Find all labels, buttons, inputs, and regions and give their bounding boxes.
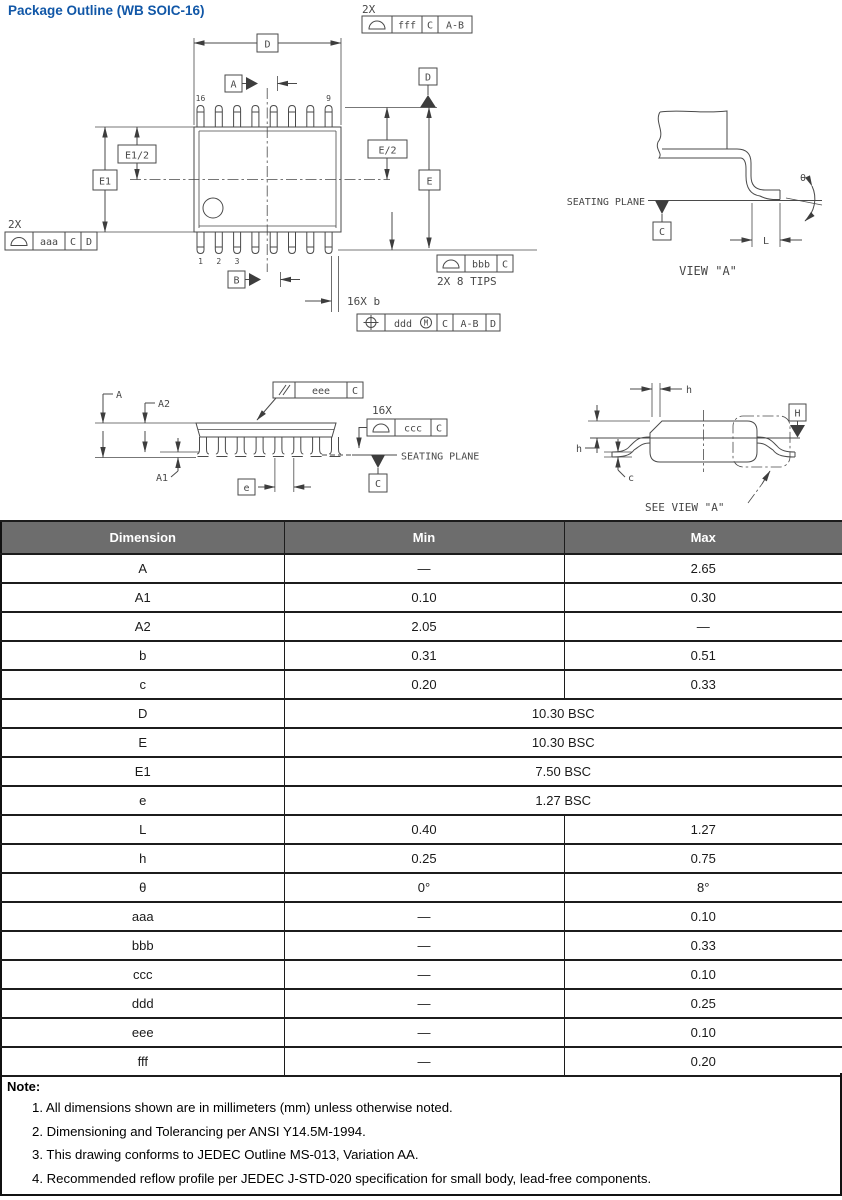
datum-a-label: A (230, 79, 237, 91)
dim-cell: aaa (1, 902, 284, 931)
dim-cell: A2 (1, 612, 284, 641)
dim-label-c: c (628, 473, 635, 484)
seating-plane-label: SEATING PLANE (566, 197, 645, 208)
header-max: Max (564, 521, 842, 554)
table-row (1, 815, 842, 844)
table-row (1, 844, 842, 873)
datum-c-label: C (374, 479, 382, 490)
dim-L (730, 203, 802, 247)
note-item: 1. All dimensions shown are in millimeters (mm) unless otherwise noted. (32, 1100, 453, 1115)
table-row (1, 1047, 842, 1076)
max-cell: 8° (564, 873, 842, 902)
pin1-indicator-icon (203, 198, 223, 218)
note-item: 2. Dimensioning and Tolerancing per ANSI Y14.5M-1994. (32, 1123, 366, 1139)
fcf-eee (257, 382, 363, 420)
dim-cell: E (1, 728, 284, 757)
fcf-aaa-datum2: D (85, 237, 93, 248)
dim-cell: E1 (1, 757, 284, 786)
notes-list (2, 1096, 840, 1190)
fcf-ccc-tol: ccc (403, 423, 423, 435)
table-row (1, 757, 842, 786)
package-outline-drawing (0, 0, 842, 518)
min-cell: — (284, 960, 564, 989)
table-row (1, 641, 842, 670)
min-cell: 0.31 (284, 641, 564, 670)
lead-lower-surface (741, 158, 780, 200)
dim-E1-half (118, 127, 156, 180)
dim-label-E-half: E/2 (378, 145, 397, 157)
fcf-eee-tol: eee (311, 386, 331, 397)
top-pins (197, 106, 332, 128)
min-cell: — (284, 554, 564, 583)
note-item: 3. This drawing conforms to JEDEC Outline MS-013, Variation AA. (32, 1147, 419, 1162)
fcf-ddd-datum3: D (489, 319, 497, 330)
min-cell: 0° (284, 873, 564, 902)
note-item: 4. Recommended reflow profile per JEDEC J-STD-020 specification for small body, lead-free components. (32, 1170, 652, 1186)
datum-c-label: C (658, 227, 666, 238)
fcf-fff (362, 3, 472, 33)
datum-b-label: B (233, 275, 240, 287)
end-right-lead (757, 437, 795, 457)
see-view-a-label: SEE VIEW "A" (645, 501, 725, 514)
table-row (1, 931, 842, 960)
dim-A (103, 390, 122, 458)
dim-c (604, 439, 634, 484)
fcf-aaa-datum1: C (69, 237, 77, 248)
pin-number-9: 9 (326, 94, 332, 103)
max-cell: 0.30 (564, 583, 842, 612)
dimension-table (0, 520, 842, 1077)
table-row (1, 902, 842, 931)
table-row (1, 786, 842, 815)
max-cell: 0.10 (564, 902, 842, 931)
end-view (576, 383, 806, 514)
span-cell: 10.30 BSC (284, 699, 842, 728)
dim-cell: ddd (1, 989, 284, 1018)
bottom-pins (197, 232, 332, 254)
fcf-bbb-note: 2X 8 TIPS (437, 275, 497, 288)
datum-d-triangle-icon (420, 95, 436, 108)
dim-cell: c (1, 670, 284, 699)
dim-cell: bbb (1, 931, 284, 960)
fcf-ddd-datum1: C (441, 319, 449, 330)
dim-label-E: E (426, 176, 433, 188)
min-cell: — (284, 902, 564, 931)
datum-a-triangle-icon (246, 77, 258, 90)
lead-detail-body (660, 111, 727, 149)
pin-number-16: 16 (195, 94, 206, 103)
fcf-bbb-datum1: C (501, 259, 509, 271)
header-min: Min (284, 521, 564, 554)
fcf-ccc-qty: 16X (372, 404, 392, 417)
table-header-row (1, 521, 842, 554)
seating-plane-label: SEATING PLANE (401, 451, 480, 463)
table-row (1, 699, 842, 728)
span-cell: 10.30 BSC (284, 728, 842, 757)
min-cell: — (284, 989, 564, 1018)
datum-a (225, 75, 297, 92)
dim-cell: e (1, 786, 284, 815)
datum-h (789, 404, 806, 438)
dim-cell: L (1, 815, 284, 844)
datum-h-label: H (794, 408, 801, 420)
dim-A2 (145, 399, 199, 452)
fcf-ddd-qty: 16X b (347, 295, 381, 308)
span-cell: 7.50 BSC (284, 757, 842, 786)
dim-label-theta: θ (799, 173, 807, 184)
dim-label-D: D (264, 39, 271, 51)
dim-cell: A1 (1, 583, 284, 612)
table-row (1, 554, 842, 583)
fcf-ccc (359, 404, 447, 448)
dim-cell: b (1, 641, 284, 670)
table-row (1, 960, 842, 989)
datum-b-triangle-icon (249, 273, 261, 286)
dim-label-A: A (116, 390, 123, 401)
dim-E-group (338, 68, 537, 250)
pin-number-1: 1 (198, 257, 203, 266)
table-row (1, 612, 842, 641)
min-cell: — (284, 931, 564, 960)
max-cell: 0.25 (564, 989, 842, 1018)
max-cell: 0.51 (564, 641, 842, 670)
dim-h-top (630, 383, 692, 417)
min-cell: 0.25 (284, 844, 564, 873)
datum-b (228, 271, 300, 288)
fcf-fff-qty: 2X (362, 3, 376, 16)
fcf-ddd-tol: ddd (393, 319, 413, 330)
svg-text:M: M (423, 318, 429, 328)
fcf-eee-datum1: C (351, 386, 359, 397)
dim-label-h-left: h (575, 444, 582, 455)
min-cell: — (284, 1018, 564, 1047)
notes-label: Note: (7, 1079, 41, 1094)
fcf-fff-tol: fff (397, 20, 417, 32)
table-row (1, 989, 842, 1018)
max-cell: 0.75 (564, 844, 842, 873)
dim-cell: θ (1, 873, 284, 902)
dim-label-A1: A1 (155, 473, 168, 484)
table-row (1, 583, 842, 612)
dim-A1 (156, 438, 178, 484)
fcf-bbb (437, 255, 513, 288)
max-cell: 0.33 (564, 670, 842, 699)
dim-label-e: e (243, 483, 250, 494)
datum-h-triangle-icon (790, 425, 805, 438)
max-cell: 2.65 (564, 554, 842, 583)
dim-cell: h (1, 844, 284, 873)
pin-number-2: 2 (216, 257, 222, 266)
datum-c-triangle-icon (371, 455, 385, 468)
max-cell: 0.10 (564, 1018, 842, 1047)
page-title: Package Outline (WB SOIC-16) (8, 3, 205, 18)
min-cell: 0.40 (284, 815, 564, 844)
max-cell: 0.20 (564, 1047, 842, 1076)
table-row (1, 1018, 842, 1047)
view-a-detail-zone (733, 416, 790, 467)
dim-label-A2: A2 (158, 399, 171, 410)
dim-cell: fff (1, 1047, 284, 1076)
fcf-ddd-datum2: A-B (460, 319, 479, 330)
dim-label-h-top: h (686, 385, 693, 396)
side-view (95, 382, 479, 495)
dim-cell: ccc (1, 960, 284, 989)
max-cell: 0.33 (564, 931, 842, 960)
dim-theta (786, 173, 822, 221)
dim-cell: eee (1, 1018, 284, 1047)
top-view (5, 3, 537, 331)
fcf-fff-datum1: C (426, 20, 434, 32)
fcf-aaa-tol: aaa (39, 237, 59, 248)
dim-e (238, 458, 311, 495)
dim-label-E1: E1 (98, 176, 112, 188)
view-a-caption: VIEW "A" (679, 264, 737, 278)
span-cell: 1.27 BSC (284, 786, 842, 815)
datum-c-triangle-icon (655, 201, 669, 215)
fcf-fff-datum2: A-B (445, 20, 465, 32)
min-cell: — (284, 1047, 564, 1076)
dim-label-L: L (762, 236, 770, 247)
fcf-bbb-tol: bbb (471, 259, 491, 271)
datum-d-label: D (424, 72, 432, 84)
fcf-aaa-qty: 2X (8, 218, 22, 231)
lead-upper-surface (662, 149, 780, 190)
dim-h-left (576, 405, 650, 455)
side-body (196, 423, 336, 437)
min-cell: 2.05 (284, 612, 564, 641)
table-row (1, 873, 842, 902)
pin-number-3: 3 (234, 257, 240, 266)
max-cell: 0.10 (564, 960, 842, 989)
max-cell: 1.27 (564, 815, 842, 844)
max-cell: — (564, 612, 842, 641)
dim-cell: A (1, 554, 284, 583)
dim-cell: D (1, 699, 284, 728)
min-cell: 0.10 (284, 583, 564, 612)
table-row (1, 670, 842, 699)
table-row (1, 728, 842, 757)
side-leads (197, 437, 341, 457)
view-a (567, 111, 822, 278)
header-dimension: Dimension (1, 521, 284, 554)
fcf-aaa (5, 218, 97, 250)
dim-label-E1-half: E1/2 (124, 150, 150, 162)
min-cell: 0.20 (284, 670, 564, 699)
notes-section (0, 1073, 842, 1196)
fcf-ccc-datum1: C (435, 423, 443, 435)
